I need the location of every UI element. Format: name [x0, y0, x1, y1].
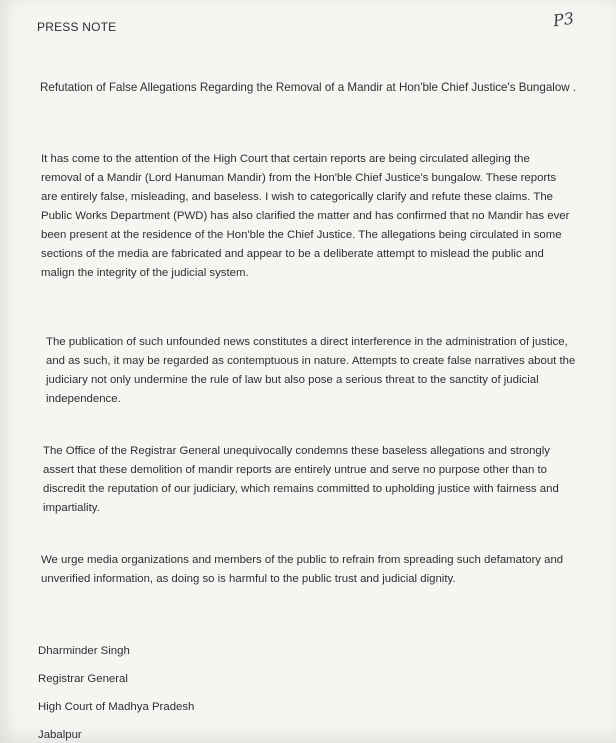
paragraph-1: It has come to the attention of the High Court that certain reports are being circulated alleging the removal of a Mandir (Lord Hanuman Mandir) from the Hon'ble Chief Justice's bungalow. These reports are entirely false, misleading, and baseless. I wish to categorically clarify and refute these claims. The Public Works Department (PWD) has also clarified the matter and has confirmed that no Mandir has ever been present at the residence of the Hon'ble the Chief Justice. The allegations being circulated in some sections of the media are fabricated and appear to be a deliberate attempt to mislead the public and malign the integrity of the judicial system.: [41, 153, 570, 279]
signatory-court: High Court of Madhya Pradesh: [38, 701, 195, 713]
paragraph-2: The publication of such unfounded news constitutes a direct interference in the administration of justice, and as such, it may be regarded as contemptuous in nature. Attempts to create false narratives about the judiciary not only undermine the rule of law but also pose a serious threat to the sanctity of judicial independence.: [46, 336, 576, 405]
handwritten-page-mark: P3: [551, 8, 576, 31]
signatory-name: Dharminder Singh: [38, 645, 130, 657]
paragraph-4: We urge media organizations and members of the public to refrain from spreading such defamatory and unverified information, as doing so is harmful to the public trust and judicial dignity.: [41, 554, 564, 585]
signatory-designation: Registrar General: [38, 673, 128, 685]
document-title: PRESS NOTE: [37, 20, 117, 34]
signatory-place: Jabalpur: [38, 729, 82, 741]
paragraph-3: The Office of the Registrar General unequivocally condemns these baseless allegations and strongly assert that these demolition of mandir reports are entirely untrue and serve no purpose other than to discredit the reputation of our judiciary, which remains committed to upholding justice with fairness and impartiality.: [43, 445, 559, 514]
subject-line: Refutation of False Allegations Regarding the Removal of a Mandir at Hon'ble Chief Justice's Bungalow .: [40, 81, 577, 94]
